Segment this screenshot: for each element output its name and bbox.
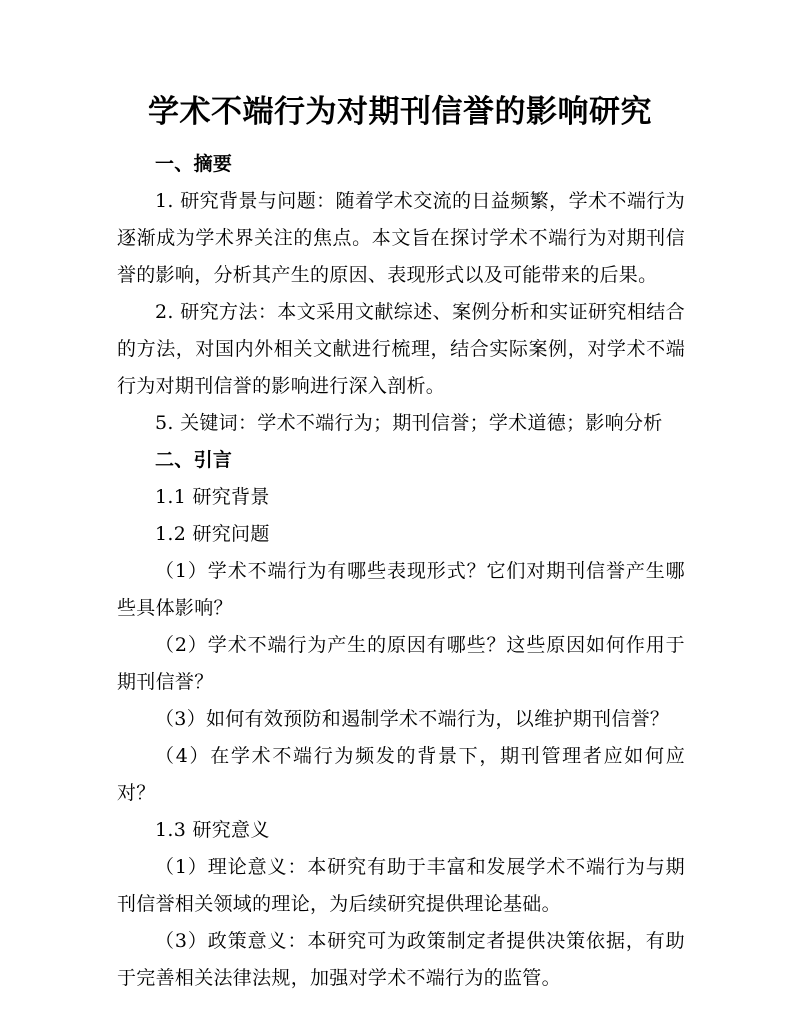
abstract-paragraph-keywords: 5. 关键词：学术不端行为；期刊信誉；学术道德；影响分析 [155,412,663,434]
abstract-paragraph-background: 1. 研究背景与问题：随着学术交流的日益频繁，学术不端行为逐渐成为学术界关注的焦点。本文旨在探讨学术不端行为对期刊信誉的影响，分析其产生的原因、表现形式以及可能带来的后果。 [117,190,685,286]
significance-item-theory: （1）理论意义：本研究有助于丰富和发展学术不端行为与期刊信誉相关领域的理论，为后续研究提供理论基础。 [117,856,685,915]
abstract-heading: 一、摘要 [155,153,233,175]
subsection-research-background: 1.1 研究背景 [155,486,270,508]
abstract-paragraph-method: 2. 研究方法：本文采用文献综述、案例分析和实证研究相结合的方法，对国内外相关文献进行梳理，结合实际案例，对学术不端行为对期刊信誉的影响进行深入剖析。 [117,301,685,397]
document-title: 学术不端行为对期刊信誉的影响研究 [148,94,652,130]
significance-item-policy: （3）政策意义：本研究可为政策制定者提供决策依据，有助于完善相关法律法规，加强对学术不端行为的监管。 [117,930,685,989]
intro-heading: 二、引言 [155,449,233,471]
question-item-1: （1）学术不端行为有哪些表现形式？它们对期刊信誉产生哪些具体影响？ [117,560,685,619]
question-item-3: （3）如何有效预防和遏制学术不端行为，以维护期刊信誉？ [155,708,670,730]
document-body [117,146,685,997]
question-item-2: （2）学术不端行为产生的原因有哪些？这些原因如何作用于期刊信誉？ [117,634,685,693]
subsection-research-questions: 1.2 研究问题 [155,523,270,545]
question-item-4: （4）在学术不端行为频发的背景下，期刊管理者应如何应对？ [117,745,685,804]
subsection-research-significance: 1.3 研究意义 [155,819,270,841]
